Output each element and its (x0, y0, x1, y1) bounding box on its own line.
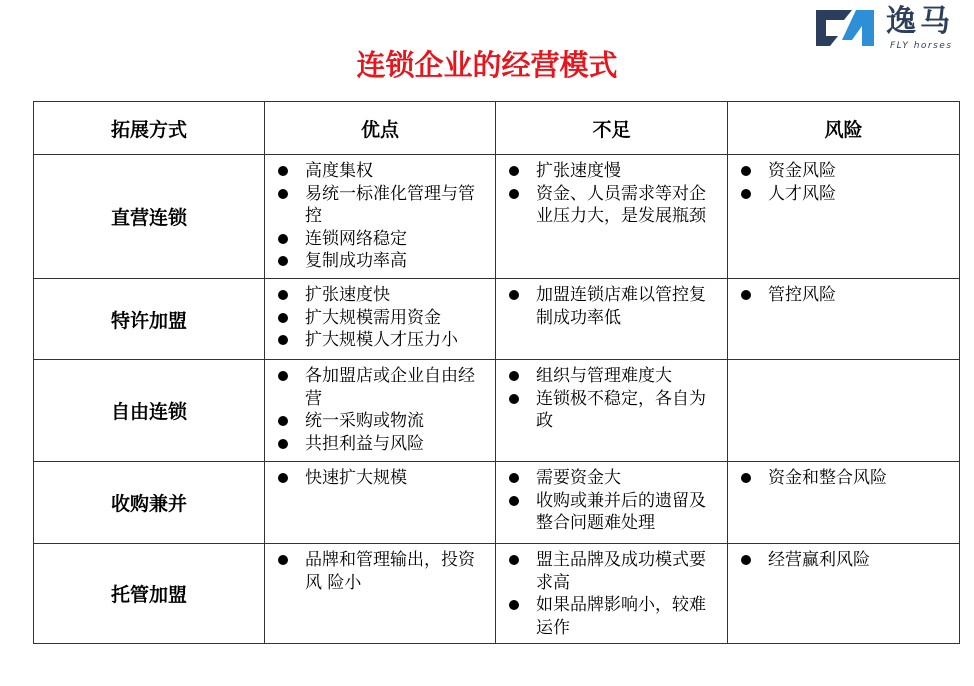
list-item: 需要资金大 (496, 467, 721, 490)
cons-cell (496, 279, 728, 360)
risks-list (728, 155, 959, 205)
list-item: 收购或兼并后的遗留及 整合问题难处理 (496, 490, 721, 535)
list-item: 加盟连锁店难以管控复制成功率低 (496, 284, 721, 329)
risks-list (728, 279, 959, 307)
list-item: 扩大规模需用资金 (265, 307, 489, 330)
list-item: 经营赢利风险 (728, 549, 953, 572)
cons-list (496, 544, 727, 639)
list-item: 各加盟店或企业自由经营 (265, 365, 489, 410)
risks-list (728, 360, 959, 365)
method-cell: 特许加盟 (34, 279, 265, 360)
pros-list (265, 279, 495, 352)
list-item: 连锁极不稳定，各自为 政 (496, 388, 721, 433)
table-row (34, 155, 960, 279)
table-row (34, 279, 960, 360)
header-risks: 风险 (728, 102, 960, 155)
risks-cell (728, 279, 960, 360)
logo-name-en: FLY horses (890, 41, 953, 51)
risks-cell (728, 462, 960, 544)
pros-cell (265, 462, 496, 544)
pros-list (265, 544, 495, 594)
list-item: 扩张速度快 (265, 284, 489, 307)
list-item: 扩张速度慢 (496, 160, 721, 183)
list-item: 易统一标准化管理与管控 (265, 183, 489, 228)
table-row (34, 544, 960, 644)
cons-cell (496, 462, 728, 544)
cons-cell (496, 360, 728, 462)
cons-list (496, 279, 727, 329)
pros-cell (265, 155, 496, 279)
table-body (34, 155, 960, 644)
list-item: 组织与管理难度大 (496, 365, 721, 388)
risks-list (728, 544, 959, 572)
risks-cell (728, 544, 960, 644)
list-item: 共担利益与风险 (265, 433, 489, 456)
method-cell: 收购兼并 (34, 462, 265, 544)
table-row (34, 462, 960, 544)
list-item: 资金和整合风险 (728, 467, 953, 490)
list-item: 高度集权 (265, 160, 489, 183)
pros-list (265, 462, 495, 490)
list-item: 连锁网络稳定 (265, 228, 489, 251)
list-item: 盟主品牌及成功模式要 求高 (496, 549, 721, 594)
table-row (34, 360, 960, 462)
header-cons: 不足 (496, 102, 728, 155)
cons-list (496, 360, 727, 433)
header-pros: 优点 (265, 102, 496, 155)
pros-list (265, 155, 495, 273)
page-title: 连锁企业的经营模式 (356, 48, 618, 82)
list-item: 扩大规模人才压力小 (265, 329, 489, 352)
list-item: 人才风险 (728, 183, 953, 206)
list-item: 品牌和管理输出，投资风 险小 (265, 549, 489, 594)
list-item: 管控风险 (728, 284, 953, 307)
table-header-row (34, 102, 960, 155)
pros-cell (265, 279, 496, 360)
pros-cell (265, 544, 496, 644)
list-item: 快速扩大规模 (265, 467, 489, 490)
risks-list (728, 462, 959, 490)
pros-cell (265, 360, 496, 462)
method-cell: 托管加盟 (34, 544, 265, 644)
list-item: 复制成功率高 (265, 250, 489, 273)
logo-name-cn: 逸马 (886, 4, 954, 39)
pros-list (265, 360, 495, 455)
cons-cell (496, 544, 728, 644)
method-cell: 直营连锁 (34, 155, 265, 279)
method-cell: 自由连锁 (34, 360, 265, 462)
list-item: 资金风险 (728, 160, 953, 183)
list-item: 统一采购或物流 (265, 410, 489, 433)
risks-cell (728, 360, 960, 462)
risks-cell (728, 155, 960, 279)
cons-list (496, 155, 727, 228)
business-model-table (33, 101, 960, 644)
header-method: 拓展方式 (34, 102, 265, 155)
list-item: 资金、人员需求等对企 业压力大，是发展瓶颈 (496, 183, 721, 228)
list-item: 如果品牌影响小，较难 运作 (496, 594, 721, 639)
cons-list (496, 462, 727, 535)
cons-cell (496, 155, 728, 279)
